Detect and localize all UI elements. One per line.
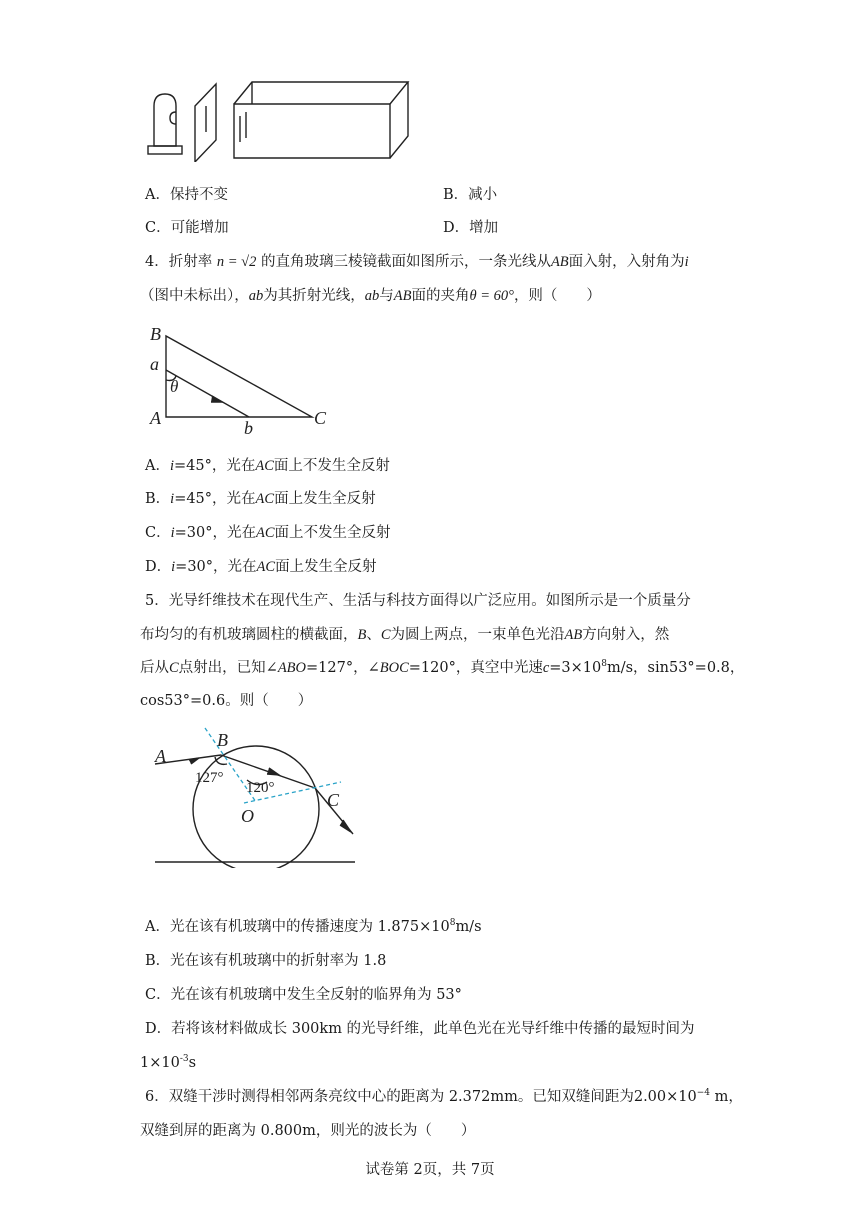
q4-ab-face2: AB	[393, 288, 412, 304]
q5-option-d-line1: D．若将该材料做成长 300km 的光导纤维，此单色光在光导纤维中传播的最短时间为	[145, 1021, 695, 1037]
label-B: B	[150, 324, 161, 344]
q4-i-var: i	[684, 254, 689, 270]
q6-stem-line2: 双缝到屏的距离为 0.800m，则光的波长为（ ）	[140, 1123, 476, 1139]
q4-stem2c: 与	[379, 288, 394, 304]
label-b: b	[244, 418, 253, 438]
q4-option-b: B．i=45°，光在AC面上发生全反射	[145, 491, 376, 507]
page-footer: 试卷第 2页，共 7页	[365, 1162, 495, 1178]
q4-stem2e: ，则（ ）	[513, 288, 601, 304]
q3-option-c: C．可能增加	[145, 220, 229, 236]
label-B: B	[217, 730, 228, 750]
q4-option-d: D．i=30°，光在AC面上发生全反射	[145, 559, 377, 575]
q5-option-b: B．光在该有机玻璃中的折射率为 1.8	[145, 953, 387, 969]
label-O: O	[241, 806, 254, 826]
q5-option-c: C．光在该有机玻璃中发生全反射的临界角为 53°	[145, 987, 462, 1003]
label-theta: θ	[170, 377, 179, 396]
label-120: 120°	[246, 780, 275, 796]
glass-block-front	[234, 104, 390, 158]
q4-stem-end: 面入射，入射角为	[568, 254, 685, 270]
prism-triangle	[166, 336, 312, 417]
label-A: A	[150, 408, 161, 428]
q3-option-a: A．保持不变	[145, 187, 228, 203]
q5-stem-line4: cos53°=0.6。则（ ）	[140, 693, 313, 709]
q4-theta: θ = 60°	[469, 288, 514, 304]
q3-option-b: B．减小	[443, 187, 498, 203]
refracted-ray	[166, 370, 249, 417]
q4-option-c: C．i=30°，光在AC面上不发生全反射	[145, 525, 391, 541]
label-127: 127°	[195, 770, 224, 786]
q4-ab-face: AB	[550, 254, 569, 270]
label-A: A	[155, 746, 166, 766]
q4-stem-prefix: 4．折射率	[145, 254, 213, 270]
label-C: C	[327, 790, 340, 810]
q3-figure	[140, 76, 420, 162]
q4-stem2a: （图中未标出），	[140, 288, 249, 304]
q5-stem-line3: 后从C点射出，已知∠ABO=127°，∠BOC=120°，真空中光速$c=3\times 10^8m/s$，sin53°=0.8，	[140, 659, 745, 676]
q4-stem2d: 面的夹角	[411, 288, 470, 304]
q5-stem-line1: 5．光导纤维技术在现代生产、生活与科技方面得以广泛应用。如图所示是一个质量分	[145, 593, 691, 609]
glass-circle	[193, 746, 319, 868]
q4-stem-mid: 的直角玻璃三棱镜截面如图所示，一条光线从	[260, 254, 551, 270]
lamp-base	[148, 146, 182, 154]
q4-figure	[140, 320, 340, 438]
q6-stem-line1: 6．双缝干涉时测得相邻两条亮纹中心的距离为 2.372mm。已知双缝间距为$2.00\times 10^{-4}$ m，	[145, 1088, 743, 1105]
q5-option-a: A．光在该有机玻璃中的传播速度为 $1.875\times 10^8m/s$	[145, 918, 482, 935]
lamp-body	[154, 94, 176, 146]
q4-stem2b: 为其折射光线，	[263, 288, 365, 304]
q4-ab-ray1: ab	[248, 288, 264, 304]
q5-option-d-line2: $1\times 10^{-3}s$	[140, 1054, 197, 1071]
label-a: a	[150, 354, 159, 374]
q4-ab-ray2: ab	[364, 288, 380, 304]
q4-formula: n = √2	[216, 254, 257, 270]
q4-option-a: A．i=45°，光在AC面上不发生全反射	[145, 458, 390, 474]
q5-figure	[145, 722, 365, 868]
q3-option-d: D．增加	[443, 220, 499, 236]
q5-stem-line2: 布均匀的有机玻璃圆柱的横截面，B、C为圆上两点，一束单色光沿AB方向射入，然	[140, 627, 670, 643]
label-C: C	[314, 408, 327, 428]
q4-stem-line1	[145, 252, 689, 272]
q4-stem-line2	[140, 286, 601, 306]
